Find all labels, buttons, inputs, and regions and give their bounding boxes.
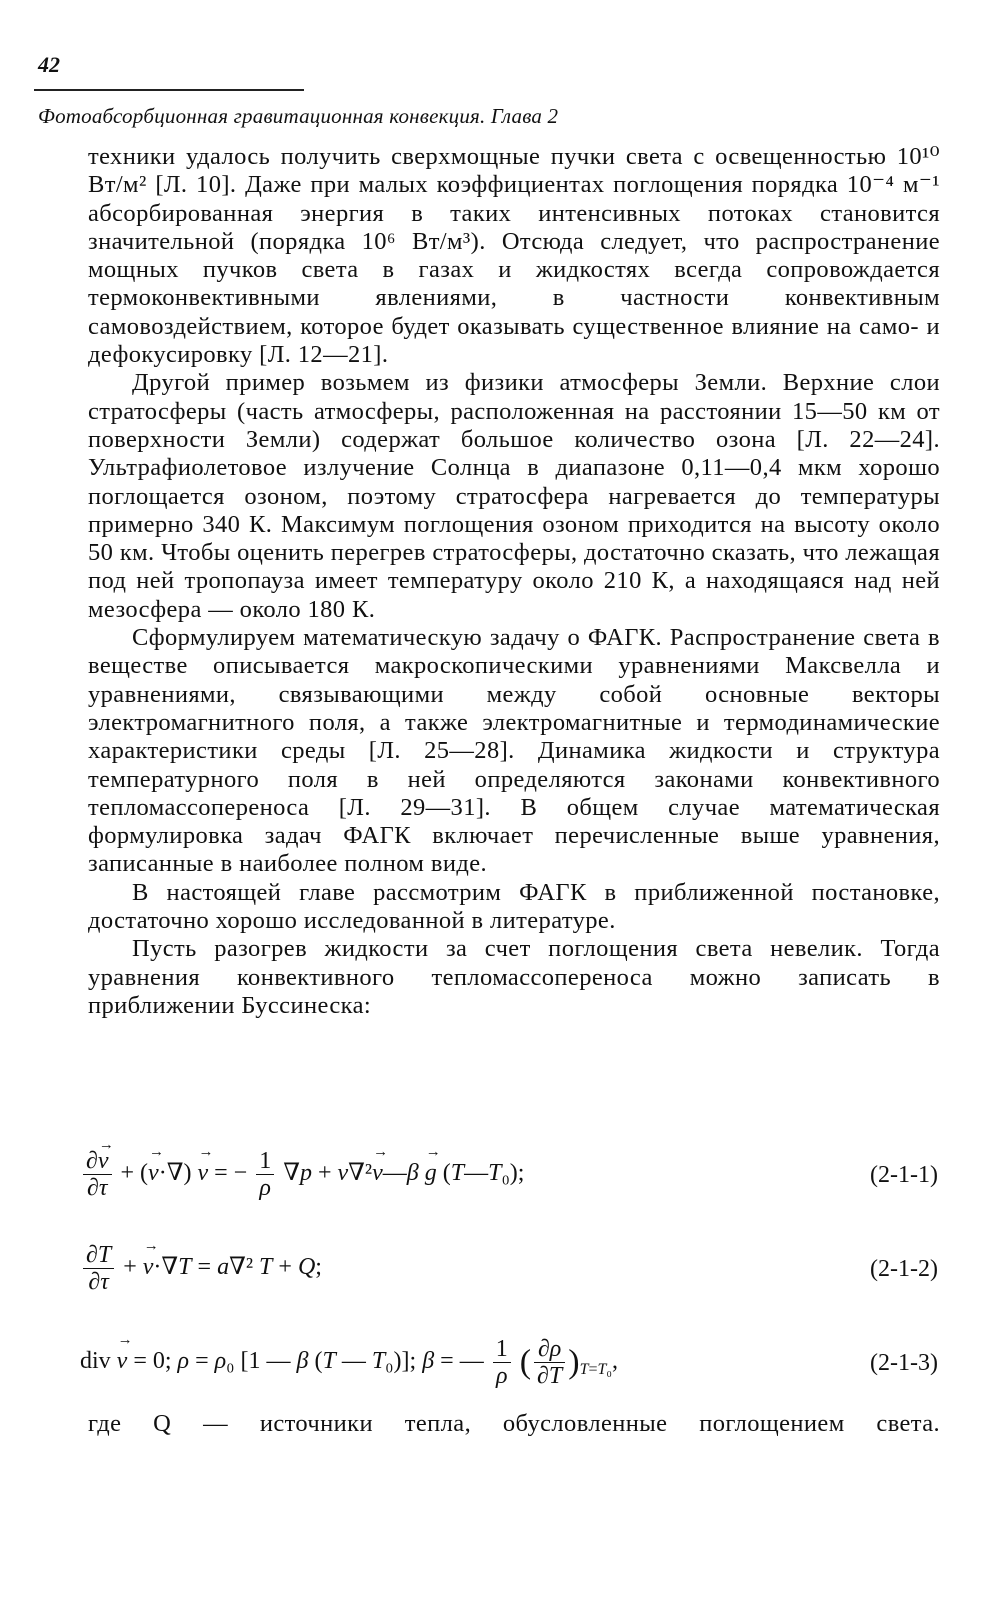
equation-expression: $\frac{\partial\to v}{\partial\tau}$ + (→ v·∇) → v = − $\frac{1}{\rho}$ ∇p + ν∇²→ v—β → g (T—T₀);: [80, 1148, 524, 1201]
paragraph: техники удалось получить сверхмощные пучки света с освещенностью 10¹⁰ Вт/м² [Л. 10]. Даже при малых коэффициентах поглощения порядка 10⁻⁴ м⁻¹ абсорбированная энергия в таких интенсивных потоках становится значительной (порядка 10⁶ Вт/м³). Отсюда следует, что распространение мощных пучков света в газах и жидкостях всегда сопровождается термоконвективными явлениями, в частности конвективным самовоздействием, которое будет оказывать существенное влияние на само- и дефокусировку [Л. 12—21].: [88, 143, 940, 369]
paragraph: Пусть разогрев жидкости за счет поглощения света невелик. Тогда уравнения конвективного тепломассопереноса можно записать в приближении Буссинеска:: [88, 935, 940, 1019]
equation-number: (2-1-3): [870, 1350, 938, 1376]
body-text: [88, 143, 940, 1020]
equation-number: (2-1-1): [870, 1162, 938, 1188]
equation-number: (2-1-2): [870, 1256, 938, 1282]
equation-2-1-3: [80, 1336, 940, 1396]
equation-2-1-1: [80, 1148, 940, 1208]
running-head: Фотоабсорбционная гравитационная конвекция. Глава 2: [38, 104, 559, 128]
header-rule: [34, 89, 304, 91]
paragraph: В настоящей главе рассмотрим ФАГК в приближенной постановке, достаточно хорошо исследованной в литературе.: [88, 878, 940, 935]
equation-2-1-2: [80, 1242, 940, 1302]
equation-expression: $\frac{\partial T}{\partial\tau}$ + → v·∇T = a∇² T + Q;: [80, 1242, 322, 1295]
equation-expression: div → v = 0; ρ = ρ₀ [1 — β (T — T₀)]; β = — $\frac{1}{\rho}$ ( $\frac{\partial\rho}{\partial T}$ )$_{T=T_0}$,: [80, 1336, 618, 1389]
paragraph: Сформулируем математическую задачу о ФАГК. Распространение света в веществе описывается макроскопическими уравнениями Максвелла и уравнениями, связывающими между собой основные векторы электромагнитного поля, а также электромагнитные и термодинамические характеристики среды [Л. 25—28]. Динамика жидкости и структура температурного поля в ней определяются законами конвективного тепломассопереноса [Л. 29—31]. В общем случае математическая формулировка задач ФАГК включает перечисленные выше уравнения, записанные в наиболее полном виде.: [88, 624, 940, 878]
closing-line: где Q — источники тепла, обусловленные поглощением света.: [88, 1410, 940, 1437]
page-number: 42: [38, 52, 60, 77]
paragraph: Другой пример возьмем из физики атмосферы Земли. Верхние слои стратосферы (часть атмосферы, расположенная на расстоянии 15—50 км от поверхности Земли) содержат большое количество озона [Л. 22—24]. Ультрафиолетовое излучение Солнца в диапазоне 0,11—0,4 мкм хорошо поглощается озоном, поэтому стратосфера нагревается до температуры примерно 340 К. Максимум поглощения озоном приходится на высоту около 50 км. Чтобы оценить перегрев стратосферы, достаточно сказать, что лежащая под ней тропопауза имеет температуру около 210 К, а находящаяся над ней мезосфера — около 180 К.: [88, 369, 941, 623]
